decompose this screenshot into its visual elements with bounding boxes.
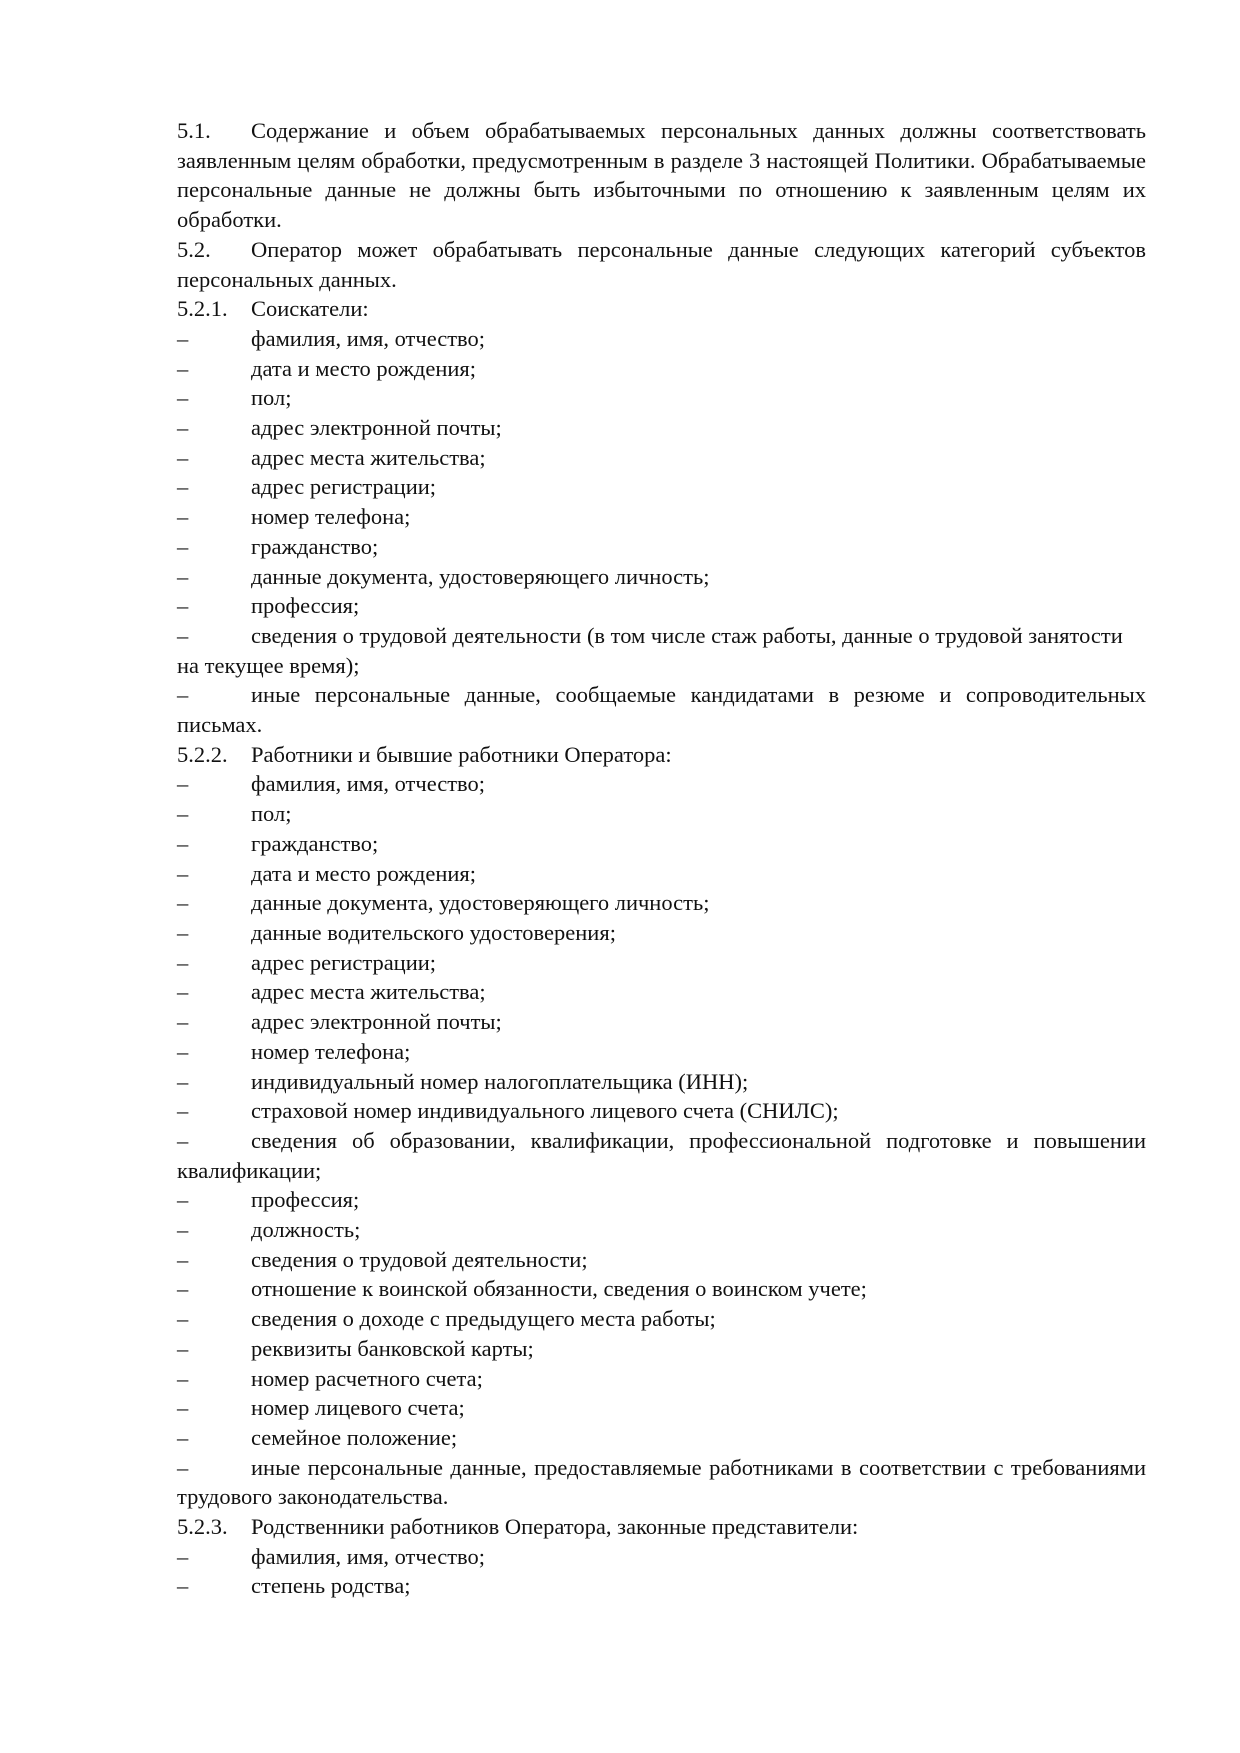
list-item xyxy=(177,1393,1146,1423)
dash-bullet: – xyxy=(177,415,189,441)
dash-bullet: – xyxy=(177,1246,189,1272)
list-item xyxy=(177,472,1146,502)
dash-bullet: – xyxy=(177,504,189,530)
list-item-text: гражданство; xyxy=(251,533,379,559)
list-item xyxy=(177,562,1146,592)
list-item-text: семейное положение; xyxy=(251,1424,458,1450)
dash-bullet: – xyxy=(177,563,189,589)
list-item xyxy=(177,591,1146,621)
list-item-text: страховой номер индивидуального лицевого счета (СНИЛС); xyxy=(251,1098,839,1124)
paragraph-text: Работники и бывшие работники Оператора: xyxy=(251,741,672,767)
item-number: 5.2. xyxy=(177,236,211,262)
dash-bullet: – xyxy=(177,979,189,1005)
list-item xyxy=(177,1304,1146,1334)
dash-bullet: – xyxy=(177,1424,189,1450)
list-item xyxy=(177,888,1146,918)
list-item xyxy=(177,354,1146,384)
list-item-text: пол; xyxy=(251,385,292,411)
list-item-text: номер телефона; xyxy=(251,1038,411,1064)
list-item-text: индивидуальный номер налогоплательщика (ИНН); xyxy=(251,1068,749,1094)
section-heading xyxy=(177,740,1146,770)
list-item xyxy=(177,799,1146,829)
list-item-text: иные персональные данные, предоставляемые работниками в соответствии с требованиями трудового законодательства. xyxy=(177,1454,1146,1510)
list-item xyxy=(177,1096,1146,1126)
dash-bullet: – xyxy=(177,444,189,470)
dash-bullet: – xyxy=(177,1454,189,1480)
dash-bullet: – xyxy=(177,949,189,975)
list-item xyxy=(177,1334,1146,1364)
list-item xyxy=(177,1245,1146,1275)
dash-bullet: – xyxy=(177,1573,189,1599)
dash-bullet: – xyxy=(177,385,189,411)
list-item-text: данные водительского удостоверения; xyxy=(251,919,616,945)
list-item-text: сведения о трудовой деятельности; xyxy=(251,1246,588,1272)
dash-bullet: – xyxy=(177,325,189,351)
list-item-text: номер телефона; xyxy=(251,504,411,530)
list-item-text: фамилия, имя, отчество; xyxy=(251,771,486,797)
dash-bullet: – xyxy=(177,1127,189,1153)
list-item-text: данные документа, удостоверяющего личность; xyxy=(251,890,710,916)
paragraph-text: Соискатели: xyxy=(251,296,369,322)
list-item-text: номер расчетного счета; xyxy=(251,1365,483,1391)
list-item xyxy=(177,1067,1146,1097)
dash-bullet: – xyxy=(177,1038,189,1064)
dash-bullet: – xyxy=(177,1335,189,1361)
list-item-text: должность; xyxy=(251,1217,361,1243)
list-item xyxy=(177,918,1146,948)
document-page xyxy=(177,116,1146,1601)
dash-bullet: – xyxy=(177,1365,189,1391)
item-number: 5.2.1. xyxy=(177,296,228,322)
dash-bullet: – xyxy=(177,890,189,916)
dash-bullet: – xyxy=(177,1306,189,1332)
list-item-text: сведения о трудовой деятельности (в том числе стаж работы, данные о трудовой занятости на текущее время); xyxy=(177,622,1123,678)
dash-bullet: – xyxy=(177,593,189,619)
dash-bullet: – xyxy=(177,682,189,708)
dash-bullet: – xyxy=(177,533,189,559)
list-item xyxy=(177,948,1146,978)
numbered-paragraph xyxy=(177,235,1146,294)
list-item xyxy=(177,324,1146,354)
list-item xyxy=(177,443,1146,473)
item-number: 5.2.3. xyxy=(177,1514,228,1540)
list-item xyxy=(177,1126,1146,1185)
list-item-text: гражданство; xyxy=(251,830,379,856)
list-item-text: фамилия, имя, отчество; xyxy=(251,325,486,351)
list-item xyxy=(177,1215,1146,1245)
dash-bullet: – xyxy=(177,830,189,856)
section-heading xyxy=(177,294,1146,324)
list-item-text: фамилия, имя, отчество; xyxy=(251,1543,486,1569)
list-item-text: адрес места жительства; xyxy=(251,444,486,470)
list-item-text: адрес электронной почты; xyxy=(251,415,502,441)
dash-bullet: – xyxy=(177,1187,189,1213)
dash-bullet: – xyxy=(177,474,189,500)
list-item-text: адрес регистрации; xyxy=(251,474,437,500)
list-item-text: номер лицевого счета; xyxy=(251,1395,465,1421)
paragraph-text: Родственники работников Оператора, законные представители: xyxy=(251,1514,859,1540)
list-item xyxy=(177,383,1146,413)
list-item xyxy=(177,1423,1146,1453)
list-item xyxy=(177,502,1146,532)
list-item-text: сведения о доходе с предыдущего места работы; xyxy=(251,1306,716,1332)
list-item xyxy=(177,1274,1146,1304)
list-item-text: адрес места жительства; xyxy=(251,979,486,1005)
list-item-text: профессия; xyxy=(251,1187,360,1213)
list-item xyxy=(177,532,1146,562)
dash-bullet: – xyxy=(177,1009,189,1035)
numbered-paragraph xyxy=(177,116,1146,235)
list-item xyxy=(177,1007,1146,1037)
list-item-text: реквизиты банковской карты; xyxy=(251,1335,534,1361)
item-number: 5.2.2. xyxy=(177,741,228,767)
list-item-text: адрес регистрации; xyxy=(251,949,437,975)
list-item xyxy=(177,1185,1146,1215)
list-item xyxy=(177,1542,1146,1572)
list-item xyxy=(177,1037,1146,1067)
list-item-text: иные персональные данные, сообщаемые кандидатами в резюме и сопроводительных письмах. xyxy=(177,682,1146,738)
list-item xyxy=(177,977,1146,1007)
list-item-text: профессия; xyxy=(251,593,360,619)
list-item xyxy=(177,769,1146,799)
list-item-text: данные документа, удостоверяющего личность; xyxy=(251,563,710,589)
paragraph-text: Оператор может обрабатывать персональные данные следующих категорий субъектов персональных данных. xyxy=(177,236,1146,292)
list-item xyxy=(177,413,1146,443)
dash-bullet: – xyxy=(177,801,189,827)
dash-bullet: – xyxy=(177,355,189,381)
dash-bullet: – xyxy=(177,1068,189,1094)
list-item xyxy=(177,859,1146,889)
list-item xyxy=(177,1364,1146,1394)
document-body xyxy=(177,116,1146,1601)
dash-bullet: – xyxy=(177,1543,189,1569)
dash-bullet: – xyxy=(177,771,189,797)
dash-bullet: – xyxy=(177,860,189,886)
list-item-text: дата и место рождения; xyxy=(251,860,477,886)
paragraph-text: Содержание и объем обрабатываемых персональных данных должны соответствовать заявленным целям обработки, предусмотренным в разделе 3 настоящей Политики. Обрабатываемые персональные данные не должны быть избыточными по отношению к заявленным целям их обработки. xyxy=(177,118,1146,233)
dash-bullet: – xyxy=(177,1098,189,1124)
list-item xyxy=(177,829,1146,859)
list-item xyxy=(177,680,1146,739)
list-item-text: отношение к воинской обязанности, сведения о воинском учете; xyxy=(251,1276,867,1302)
list-item-text: сведения об образовании, квалификации, профессиональной подготовке и повышении квалификации; xyxy=(177,1127,1146,1183)
dash-bullet: – xyxy=(177,919,189,945)
list-item xyxy=(177,1453,1146,1512)
section-heading xyxy=(177,1512,1146,1542)
list-item xyxy=(177,621,1146,680)
list-item-text: степень родства; xyxy=(251,1573,411,1599)
list-item-text: адрес электронной почты; xyxy=(251,1009,502,1035)
list-item-text: пол; xyxy=(251,801,292,827)
dash-bullet: – xyxy=(177,1217,189,1243)
item-number: 5.1. xyxy=(177,118,211,143)
list-item-text: дата и место рождения; xyxy=(251,355,477,381)
dash-bullet: – xyxy=(177,1276,189,1302)
dash-bullet: – xyxy=(177,1395,189,1421)
dash-bullet: – xyxy=(177,622,189,648)
list-item xyxy=(177,1571,1146,1601)
